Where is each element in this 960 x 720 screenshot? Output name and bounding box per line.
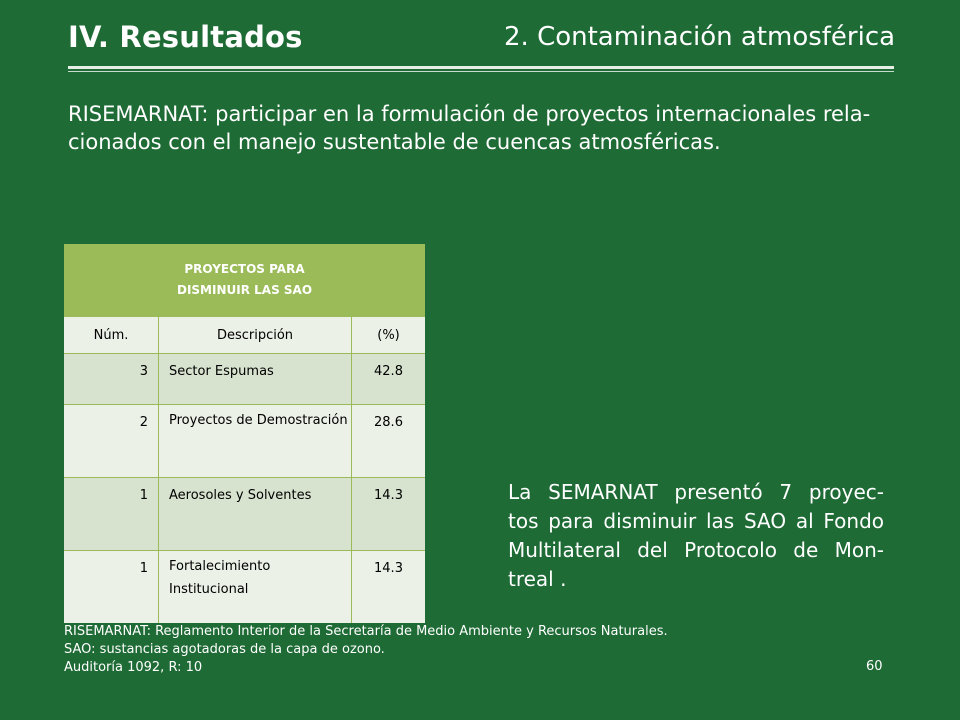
summary-note [508, 478, 884, 594]
note-line: treal . [508, 567, 567, 591]
cell-percent: 42.8 [352, 354, 426, 405]
cell-description: Proyectos de Demostración [159, 405, 352, 478]
cell-description: Fortalecimiento Institucional [159, 551, 352, 624]
intro-line: RISEMARNAT: participar en la formulación de proyectos internacionales rela- [68, 102, 871, 126]
cell-num: 1 [64, 551, 159, 624]
cell-num: 3 [64, 354, 159, 405]
intro-line: cionados con el manejo sustentable de cuencas atmosféricas. [68, 130, 721, 154]
intro-paragraph [68, 100, 888, 156]
table-row [64, 405, 425, 478]
cell-percent: 14.3 [352, 551, 426, 624]
cell-num: 2 [64, 405, 159, 478]
projects-table [64, 244, 425, 623]
header-divider [68, 66, 894, 69]
note-line: Multilateral del Protocolo de Mon- [508, 538, 884, 562]
note-line: tos para disminuir las SAO al Fondo [508, 509, 884, 533]
cell-num: 1 [64, 478, 159, 551]
cell-description: Sector Espumas [159, 354, 352, 405]
table-row [64, 478, 425, 551]
table-row [64, 551, 425, 624]
section-title: IV. Resultados [68, 20, 303, 54]
column-header-percent: (%) [352, 317, 426, 354]
footnote-line: Auditoría 1092, R: 10 [64, 660, 203, 675]
subsection-title: 2. Contaminación atmosférica [504, 22, 896, 52]
table-title-line: DISMINUIR LAS SAO [176, 283, 313, 297]
table-header-row [64, 317, 425, 354]
column-header-description: Descripción [159, 317, 352, 354]
header-divider-thin [68, 71, 894, 72]
cell-percent: 14.3 [352, 478, 426, 551]
table-row [64, 354, 425, 405]
footnote-line: SAO: sustancias agotadoras de la capa de ozono. [64, 642, 385, 657]
table-title-line: PROYECTOS PARA [184, 262, 305, 276]
table-title [64, 244, 425, 317]
page-number: 60 [866, 659, 883, 674]
note-line: La SEMARNAT presentó 7 proyec- [508, 480, 884, 504]
column-header-num: Núm. [64, 317, 159, 354]
cell-percent: 28.6 [352, 405, 426, 478]
cell-description: Aerosoles y Solventes [159, 478, 352, 551]
footnotes [64, 623, 668, 677]
footnote-line: RISEMARNAT: Reglamento Interior de la Secretaría de Medio Ambiente y Recursos Naturales. [64, 624, 668, 639]
